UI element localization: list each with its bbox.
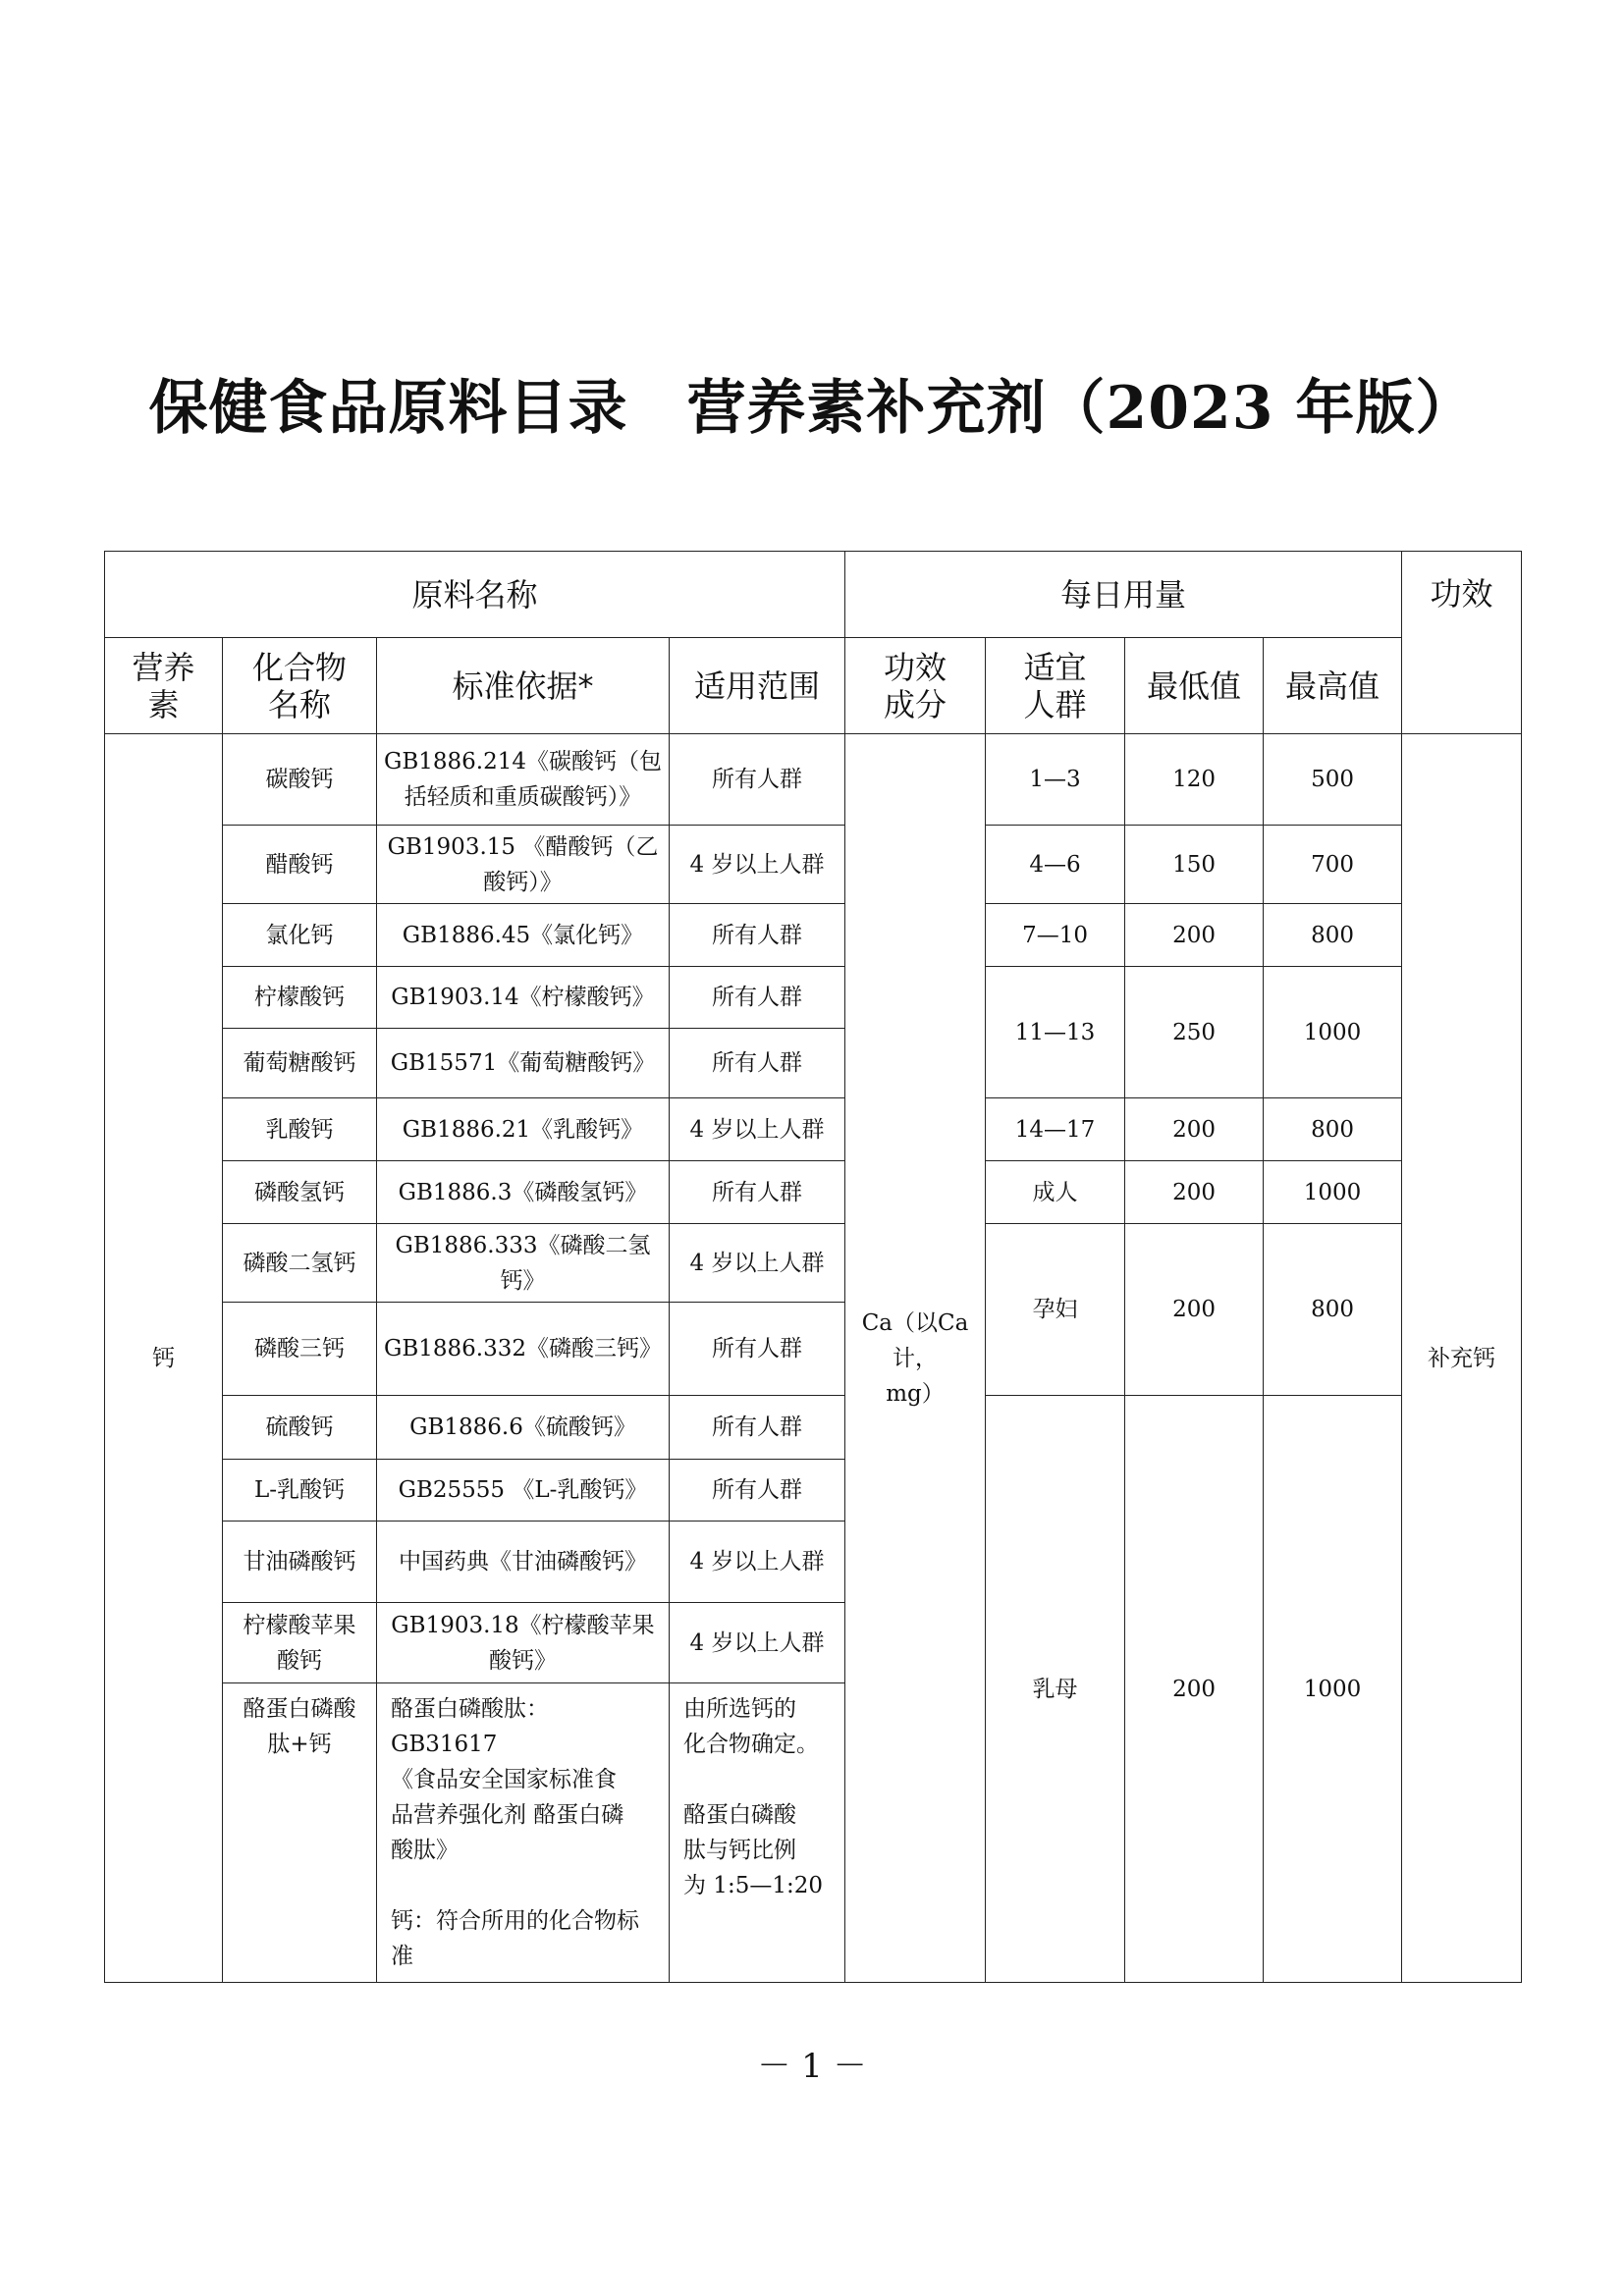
max-value: 800 xyxy=(1264,1224,1402,1396)
title-part-1: 保健食品原料目录 xyxy=(148,374,628,443)
standard-basis: GB1903.18《柠檬酸苹果 酸钙》 xyxy=(377,1603,670,1683)
min-value: 200 xyxy=(1125,1396,1264,1983)
standard-basis: GB1886.332《磷酸三钙》 xyxy=(377,1303,670,1396)
active-component-cell: Ca（以Ca计， mg） xyxy=(845,734,986,1983)
compound-name: 磷酸二氢钙 xyxy=(223,1224,377,1303)
compound-name: 柠檬酸钙 xyxy=(223,967,377,1029)
compound-name: 甘油磷酸钙 xyxy=(223,1522,377,1603)
page-number: － 1 － xyxy=(757,2047,867,2086)
standard-basis: GB1886.21《乳酸钙》 xyxy=(377,1098,670,1161)
min-value: 200 xyxy=(1125,1161,1264,1224)
function-cell: 补充钙 xyxy=(1402,734,1522,1983)
max-value: 700 xyxy=(1264,826,1402,904)
max-value: 1000 xyxy=(1264,967,1402,1098)
standard-basis: GB1886.6《硫酸钙》 xyxy=(377,1396,670,1460)
applicable-scope: 所有人群 xyxy=(670,1396,845,1460)
title-part-2: 营养素补充剂（2023 年版） xyxy=(686,374,1476,443)
col-header-max-value: 最高值 xyxy=(1264,638,1402,734)
standard-basis: 酪蛋白磷酸肽：GB31617 《食品安全国家标准食 品营养强化剂 酪蛋白磷 酸肽》 钙：符合所用的化合物标 准 xyxy=(377,1683,670,1983)
col-header-nutrient: 营养 素 xyxy=(105,638,223,734)
col-header-active-component: 功效 成分 xyxy=(845,638,986,734)
compound-name: 碳酸钙 xyxy=(223,734,377,826)
standard-basis: GB1886.45《氯化钙》 xyxy=(377,904,670,967)
standard-basis: GB1886.214《碳酸钙（包 括轻质和重质碳酸钙）》 xyxy=(377,734,670,826)
max-value: 1000 xyxy=(1264,1161,1402,1224)
col-header-standard-basis: 标准依据* xyxy=(377,638,670,734)
compound-name: 磷酸氢钙 xyxy=(223,1161,377,1224)
compound-name: 酪蛋白磷酸 肽+钙 xyxy=(223,1683,377,1983)
group-header-raw-material: 原料名称 xyxy=(105,552,845,638)
applicable-scope: 所有人群 xyxy=(670,967,845,1029)
compound-name: 醋酸钙 xyxy=(223,826,377,904)
applicable-scope: 所有人群 xyxy=(670,1460,845,1522)
standard-basis: GB15571《葡萄糖酸钙》 xyxy=(377,1029,670,1098)
applicable-scope: 4 岁以上人群 xyxy=(670,1224,845,1303)
max-value: 1000 xyxy=(1264,1396,1402,1983)
applicable-scope: 4 岁以上人群 xyxy=(670,1098,845,1161)
min-value: 200 xyxy=(1125,904,1264,967)
col-header-target-group: 适宜 人群 xyxy=(986,638,1125,734)
nutrient-cell: 钙 xyxy=(105,734,223,1983)
applicable-scope: 所有人群 xyxy=(670,734,845,826)
applicable-scope: 4 岁以上人群 xyxy=(670,1603,845,1683)
compound-name: 磷酸三钙 xyxy=(223,1303,377,1396)
standard-basis: GB25555 《L-乳酸钙》 xyxy=(377,1460,670,1522)
applicable-scope: 所有人群 xyxy=(670,1303,845,1396)
target-group: 乳母 xyxy=(986,1396,1125,1983)
group-header-function: 功效 xyxy=(1402,552,1522,734)
min-value: 200 xyxy=(1125,1224,1264,1396)
target-group: 4—6 xyxy=(986,826,1125,904)
applicable-scope: 4 岁以上人群 xyxy=(670,826,845,904)
nutrient-table xyxy=(104,551,1522,1983)
min-value: 250 xyxy=(1125,967,1264,1098)
compound-name: 葡萄糖酸钙 xyxy=(223,1029,377,1098)
col-header-scope: 适用范围 xyxy=(670,638,845,734)
target-group: 成人 xyxy=(986,1161,1125,1224)
applicable-scope: 所有人群 xyxy=(670,1161,845,1224)
compound-name: 乳酸钙 xyxy=(223,1098,377,1161)
group-header-daily-dosage: 每日用量 xyxy=(845,552,1402,638)
target-group: 14—17 xyxy=(986,1098,1125,1161)
compound-name: L-乳酸钙 xyxy=(223,1460,377,1522)
max-value: 500 xyxy=(1264,734,1402,826)
standard-basis: GB1903.15 《醋酸钙（乙 酸钙）》 xyxy=(377,826,670,904)
applicable-scope: 所有人群 xyxy=(670,904,845,967)
applicable-scope: 4 岁以上人群 xyxy=(670,1522,845,1603)
max-value: 800 xyxy=(1264,904,1402,967)
min-value: 150 xyxy=(1125,826,1264,904)
compound-name: 柠檬酸苹果 酸钙 xyxy=(223,1603,377,1683)
target-group: 11—13 xyxy=(986,967,1125,1098)
standard-basis: GB1886.333《磷酸二氢 钙》 xyxy=(377,1224,670,1303)
max-value: 800 xyxy=(1264,1098,1402,1161)
page-title xyxy=(0,369,1624,448)
compound-name: 硫酸钙 xyxy=(223,1396,377,1460)
col-header-compound-name: 化合物 名称 xyxy=(223,638,377,734)
col-header-min-value: 最低值 xyxy=(1125,638,1264,734)
target-group: 孕妇 xyxy=(986,1224,1125,1396)
target-group: 7—10 xyxy=(986,904,1125,967)
standard-basis: 中国药典《甘油磷酸钙》 xyxy=(377,1522,670,1603)
min-value: 120 xyxy=(1125,734,1264,826)
target-group: 1—3 xyxy=(986,734,1125,826)
compound-name: 氯化钙 xyxy=(223,904,377,967)
min-value: 200 xyxy=(1125,1098,1264,1161)
applicable-scope: 所有人群 xyxy=(670,1029,845,1098)
standard-basis: GB1903.14《柠檬酸钙》 xyxy=(377,967,670,1029)
applicable-scope: 由所选钙的 化合物确定。 酪蛋白磷酸 肽与钙比例 为 1:5—1:20 xyxy=(670,1683,845,1983)
standard-basis: GB1886.3《磷酸氢钙》 xyxy=(377,1161,670,1224)
